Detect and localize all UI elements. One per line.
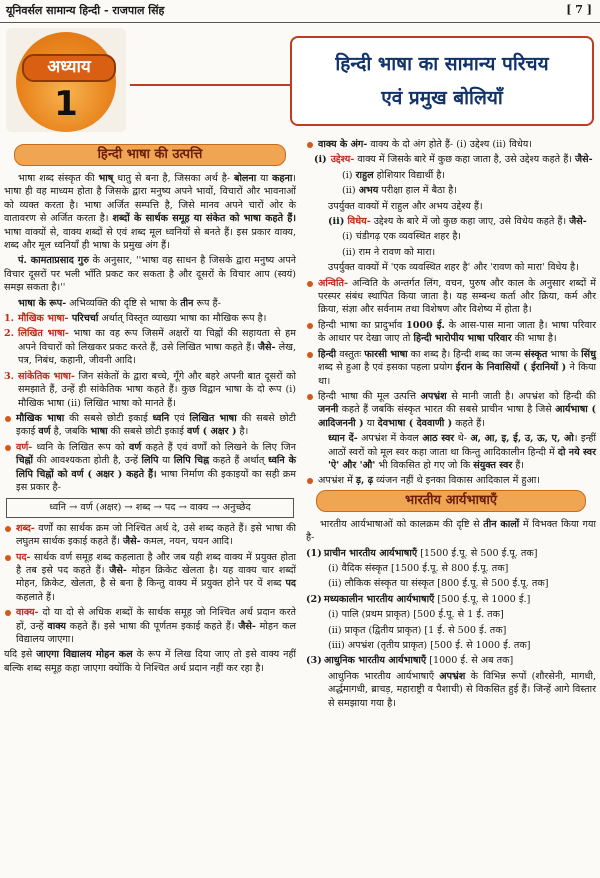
flow-step: ध्वनि	[49, 502, 66, 514]
paragraph: भाषा के रूप- अभिव्यक्ति की दृष्टि से भाषा के तीन रूप हैं-	[18, 297, 221, 309]
running-header	[0, 0, 600, 23]
chapter-number: 1	[54, 84, 78, 124]
list-item: (3) आधुनिक भारतीय आर्यभाषाएँ [1000 ई. से अब तक]	[306, 655, 514, 667]
paragraph: उपर्युक्त वाक्यों में 'एक व्यवस्थित शहर है' और 'रावण को मारा' विधेय है।	[328, 262, 579, 274]
sub-item: (ii) लौकिक संस्कृत या संस्कृत [800 ई.पू. से 500 ई.पू. तक]	[328, 578, 549, 590]
example-item: (i) चंडीगढ़ एक व्यवस्थित शहर है।	[342, 231, 462, 243]
bullet-item: वाक्य- दो या दो से अधिक शब्दों के सार्थक समूह जो निश्चित अर्थ प्रदान करते हों, उन्हें वाक्य कहते हैं। इसे भाषा की पूर्णतम इकाई कहते हैं। जैसे- मोहन कल विद्यालय जाएगा।	[4, 606, 296, 646]
list-item: (i) उद्देश्य- वाक्य में जिसके बारे में कुछ कहा जाता है, उसे उद्देश्य कहते हैं। जैसे-	[314, 154, 593, 166]
page-number: [ 7 ]	[566, 3, 592, 16]
list-item: (1) प्राचीन भारतीय आर्यभाषाएँ [1500 ई.पू. से 500 ई.पू. तक]	[306, 547, 538, 559]
list-item: 2. लिखित भाषा- भाषा का वह रूप जिसमें अक्षरों या चिह्नों की सहायता से हम अपने विचारों को लिखकर प्रकट करते हैं, उसे लिखित भाषा कहते हैं। जैसे- लेख, पत्र, निबंध, कहानी, जीवनी आदि।	[4, 328, 296, 367]
arrow-icon: →	[153, 502, 162, 514]
left-column	[4, 142, 296, 677]
paragraph: भारतीय आर्यभाषाओं को कालक्रम की दृष्टि से तीन कालों में विभक्त किया गया है-	[306, 518, 596, 544]
example-item: (i) राहुल होशियार विद्यार्थी है।	[342, 169, 446, 181]
paragraph: उपर्युक्त वाक्यों में राहुल और अभय उद्देश्य हैं।	[328, 200, 483, 212]
bullet-item: मौखिक भाषा की सबसे छोटी इकाई ध्वनि एवं लिखित भाषा की सबसे छोटी इकाई वर्ण है, जबकि भाषा की सबसे छोटी इकाई वर्ण ( अक्षर ) है।	[4, 412, 296, 439]
bullet-item: अपभ्रंश में ड़, ढ़ व्यंजन नहीं थे इनका विकास आदिकाल में हुआ।	[306, 474, 596, 487]
bullet-item: अन्विति- अन्विति के अन्तर्गत लिंग, वचन, पुरुष और काल के अनुसार शब्दों में परस्पर संबंध स्थापित किया जाता है। यह सम्बन्ध कर्ता और क्रिया, कर्म और क्रिया, संज्ञा और सर्वनाम तथा विशेषण और विशेष्य में होता है।	[306, 277, 596, 317]
sub-item: (ii) प्राकृत (द्वितीय प्राकृत) [1 ई. से 500 ई. तक]	[328, 624, 507, 636]
bullet-item: पद- सार्थक वर्ण समूह शब्द कहलाता है और जब यही शब्द वाक्य में प्रयुक्त होता है तब इसे पद कहते हैं। जैसे- मोहन क्रिकेट खेलता है। यह वाक्य चार शब्दों मोहन, क्रिकेट, खेलता, है से बना है किन्तु वाक्य में प्रयुक्त होने पर यें शब्द पद कहलाते हैं।	[4, 551, 296, 605]
bullet-item: हिन्दी वस्तुतः फारसी भाषा का शब्द है। हिन्दी शब्द का जन्म संस्कृत भाषा के सिंधु शब्द से हुआ है एवं इसका पहला प्रयोग ईरान के निवासियों ( ईरानियों ) ने किया था।	[306, 348, 596, 388]
note: ध्यान दें- अपभ्रंश में केवल आठ स्वर थे- अ, आ, इ, ई, उ, ऊ, ए, ओ। इन्हीं आठों स्वरों को मूल स्वर कहा जाता था किन्तु आदिकालीन हिन्दी में दो नये स्वर 'ऐ' और 'औ' भी विकसित हो गए जो कि संयुक्त स्वर हैं।	[328, 433, 597, 471]
list-item: (2) मध्यकालीन भारतीय आर्यभाषाएँ [500 ई.पू. से 1000 ई.]	[306, 593, 531, 605]
chapter-header	[0, 26, 600, 138]
bullet-item: हिन्दी भाषा की मूल उत्पत्ति अपभ्रंश से मानी जाती है। अपभ्रंश को हिन्दी की जननी कहते हैं जबकि संस्कृत भारत की सबसे प्राचीन भाषा है जिसे आर्यभाषा ( आदिजननी ) या देवभाषा ( देववाणी ) कहते हैं।	[306, 390, 596, 430]
list-item: (ii) विधेय- उद्देश्य के बारे में जो कुछ कहा जाए, उसे विधेय कहते हैं। जैसे-	[328, 216, 587, 228]
chapter-badge	[6, 28, 126, 132]
bullet-item: हिन्दी भाषा का प्रादुर्भाव 1000 ई. के आस-पास माना जाता है। भाषा परिवार के आधार पर देखा जाए तो हिन्दी भारोपीय भाषा परिवार की भाषा है।	[306, 319, 596, 346]
arrow-icon: →	[211, 502, 220, 514]
paragraph: यदि इसे जाएगा विद्यालय मोहन कल के रूप में लिख दिया जाए तो इसे वाक्य नहीं बल्कि शब्द समूह कहा जाएगा क्योंकि ये निश्चित अर्थ प्रदान नहीं कर रहा है।	[4, 649, 296, 674]
flow-step: वाक्य	[189, 502, 209, 514]
sub-item: (iii) अपभ्रंश (तृतीय प्राकृत) [500 ई. से 1000 ई. तक]	[328, 640, 531, 651]
example-item: (ii) अभय परीक्षा हाल में बैठा है।	[342, 185, 457, 197]
bullet-item: शब्द- वर्णों का सार्थक क्रम जो निश्चित अर्थ दे, उसे शब्द कहते हैं। इसे भाषा की लघुतम सार्थक इकाई कहते हैं। जैसे- कमल, नयन, चयन आदि।	[4, 522, 296, 549]
flow-step: अनुच्छेद	[222, 502, 251, 514]
section-heading: हिन्दी भाषा की उत्पत्ति	[14, 144, 286, 166]
book-title: यूनिवर्सल सामान्य हिन्दी - राजपाल सिंह	[6, 4, 165, 17]
chapter-title-line2: एवं प्रमुख बोलियाँ	[381, 87, 503, 109]
flow-step: पद	[164, 502, 176, 514]
paragraph: आधुनिक भारतीय आर्यभाषाएँ अपभ्रंश के विभिन्न रूपों (शौरसेनी, मागधी, अर्द्धमागधी, ब्राचड़, महाराष्ट्री व पैशाची) से विकसित हुई हैं। जिन्हें आगे विस्तार से समझाया गया है।	[328, 670, 596, 709]
example-item: (ii) राम ने रावण को मारा।	[342, 246, 436, 258]
arrow-icon: →	[178, 502, 187, 514]
arrow-icon: →	[68, 502, 78, 514]
list-item: 3. सांकेतिक भाषा- जिन संकेतों के द्वारा बच्चे, गूँगे और बहरे अपनी बात दूसरों को समझाते हैं, उन्हें ही सांकेतिक भाषा कहते हैं। कुछ विद्वान भाषा के दो रूप (i) मौखिक भाषा (ii) लिखित भाषा को मानते हैं।	[4, 370, 296, 409]
sub-item: (i) वैदिक संस्कृत [1500 ई.पू. से 800 ई.पू. तक]	[328, 562, 509, 574]
bullet-item: वाक्य के अंग- वाक्य के दो अंग होते हैं- (i) उद्देश्य (ii) विधेय।	[306, 138, 596, 151]
unit-flow-diagram	[6, 498, 294, 517]
paragraph: भाषा शब्द संस्कृत की भाष् धातु से बना है, जिसका अर्थ है- बोलना या कहना। भाषा ही वह माध्यम होता है जिसके द्वारा मनुष्य अपने भावों, विचारों और भावनाओं को व्यक्त करता है। भाषा अर्जित सम्पत्ति है, जिसे मानव अपने चारों ओर के वातावरण से अर्जित करता है। शब्दों के सार्थक समूह या संकेत को भाषा कहते हैं। भाषा वाक्यों से, वाक्य शब्दों से एवं शब्द मूल ध्वनियों से बनते हैं। इस प्रकार वाक्य, शब्द और मूल ध्वनियाँ ही भाषा के प्रमुख अंग हैं।	[4, 173, 297, 252]
paragraph: पं. कामताप्रसाद गुरु के अनुसार, ''भाषा वह साधन है जिसके द्वारा मनुष्य अपने विचार दूसरों पर भली भाँति प्रकट कर सकता है और दूसरों के विचार आप (स्वयं) समझ सकता है।''	[4, 255, 296, 294]
section-heading: भारतीय आर्यभाषाएँ	[316, 490, 586, 512]
list-item: 1. मौखिक भाषा- परिचर्चा अर्थात् विस्तृत व्याख्या भाषा का मौखिक रूप है।	[4, 313, 267, 325]
sub-item: (i) पालि (प्रथम प्राकृत) [500 ई.पू. से 1 ई. तक]	[328, 609, 504, 621]
bullet-item: वर्ण- ध्वनि के लिखित रूप को वर्ण कहते हैं एवं वर्णों को लिखने के लिए जिन चिह्नों की आवश्यकता होती है, उन्हें लिपि या लिपि चिह्न कहते हैं अर्थात् ध्वनि के लिपि चिह्नों को वर्ण ( अक्षर ) कहते हैं। भाषा निर्माण की इकाइयों का सही क्रम इस प्रकार है-	[4, 441, 296, 495]
divider	[130, 84, 290, 86]
chapter-title-box	[290, 36, 594, 126]
right-column	[306, 138, 596, 712]
chapter-label: अध्याय	[22, 54, 116, 82]
flow-step: वर्ण (अक्षर)	[80, 502, 122, 514]
chapter-title-line1: हिन्दी भाषा का सामान्य परिचय	[335, 53, 549, 75]
flow-step: शब्द	[135, 502, 151, 514]
arrow-icon: →	[124, 502, 133, 514]
